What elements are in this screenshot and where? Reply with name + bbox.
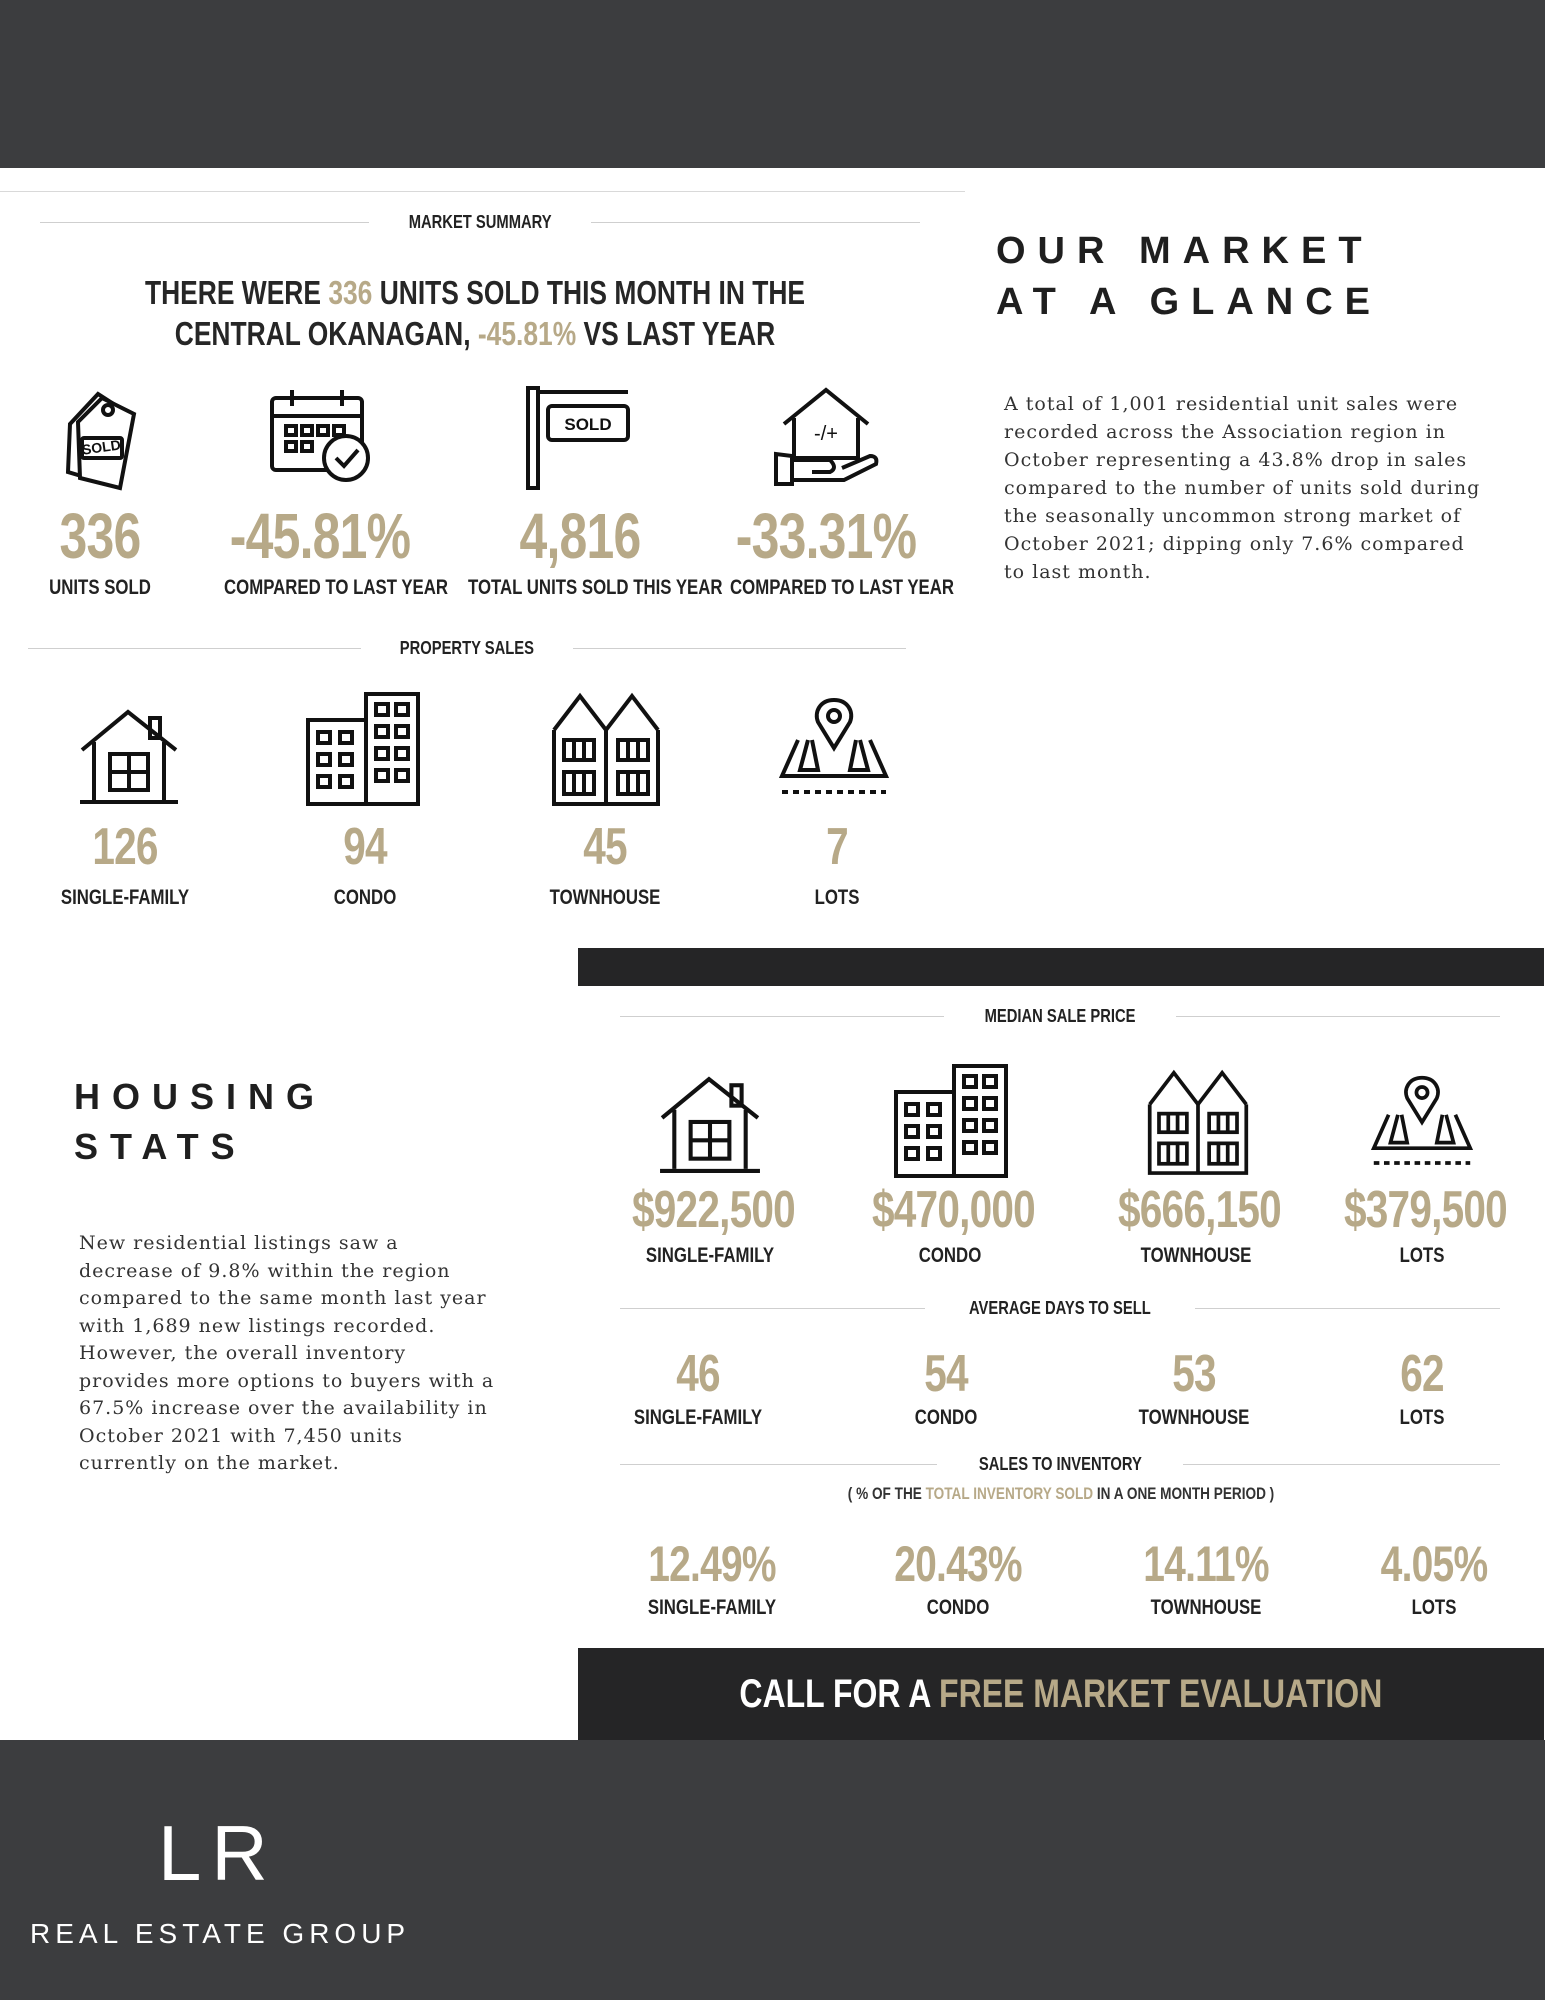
median-lots-icon	[1370, 1074, 1474, 1176]
cta-gold-text: FREE MARKET EVALUATION	[939, 1671, 1383, 1716]
townhouse-icon	[550, 690, 662, 808]
property-condo: 94 CONDO	[333, 818, 397, 906]
median-single-family-icon	[658, 1072, 762, 1176]
inventory-lots: 4.05% LOTS	[1380, 1536, 1488, 1619]
stats-panel-top-bar	[578, 948, 1544, 986]
median-lots: $379,500 LOTS	[1344, 1181, 1507, 1267]
brand-logo: LR	[158, 1809, 278, 1897]
days-to-sell-label: AVERAGE DAYS TO SELL	[969, 1298, 1151, 1318]
svg-text:-/+: -/+	[814, 423, 838, 445]
inventory-condo: 20.43% CONDO	[894, 1536, 1022, 1619]
sold-sign-icon	[524, 384, 634, 492]
housing-title: HOUSING STATS	[74, 1076, 327, 1167]
median-price-rule	[620, 1006, 1500, 1027]
headline-change: -45.81%	[477, 315, 577, 352]
single-family-icon	[78, 706, 180, 806]
svg-text:SOLD: SOLD	[80, 436, 122, 458]
inventory-single-family: 12.49% SINGLE-FAMILY	[647, 1536, 777, 1619]
stat-total-change: -33.31% COMPARED TO LAST YEAR	[730, 500, 955, 599]
svg-text:SOLD: SOLD	[564, 415, 612, 434]
house-hand-icon	[772, 384, 884, 488]
inventory-townhouse: 14.11% TOWNHOUSE	[1143, 1536, 1269, 1619]
calendar-check-icon	[268, 386, 378, 486]
median-condo: $470,000 CONDO	[872, 1181, 1035, 1267]
condo-icon	[304, 690, 422, 808]
property-lots: 7 LOTS	[814, 818, 860, 906]
stat-units-change: -45.81% COMPARED TO LAST YEAR	[224, 500, 449, 599]
market-headline: THERE WERE 336 UNITS SOLD THIS MONTH IN THE CENTRAL OKANAGAN, -45.81% VS LAST YEAR	[144, 274, 806, 352]
stat-units-sold: 336 UNITS SOLD	[49, 500, 151, 599]
market-summary-panel	[0, 190, 965, 910]
median-townhouse-icon	[1146, 1066, 1250, 1178]
stat-total-units: 4,816 TOTAL UNITS SOLD THIS YEAR	[468, 500, 723, 599]
property-townhouse: 45 TOWNHOUSE	[549, 818, 661, 906]
property-single-family: 126 SINGLE-FAMILY	[60, 818, 190, 906]
cta-banner[interactable]	[578, 1648, 1544, 1740]
days-lots: 62 LOTS	[1399, 1345, 1445, 1429]
market-summary-label: MARKET SUMMARY	[408, 212, 552, 232]
cta-text: CALL FOR A	[739, 1671, 940, 1716]
days-townhouse: 53 TOWNHOUSE	[1138, 1345, 1250, 1429]
sold-tag-icon	[58, 384, 148, 492]
glance-title: OUR MARKET AT A GLANCE	[996, 230, 1383, 323]
stats-panel	[578, 986, 1544, 1648]
days-single-family: 46 SINGLE-FAMILY	[633, 1345, 763, 1429]
median-price-label: MEDIAN SALE PRICE	[984, 1006, 1136, 1026]
median-single-family: $922,500 SINGLE-FAMILY	[632, 1181, 795, 1267]
median-condo-icon	[892, 1062, 1010, 1180]
property-sales-label: PROPERTY SALES	[399, 638, 535, 658]
glance-text: A total of 1,001 residential unit sales were recorded across the Association region in October representing a 43.8% drop in sales compared to the number of units sold during the seasonally uncommon strong market of October 2021; dipping only 7.6% compared to last month.	[1004, 393, 1481, 583]
days-condo: 54 CONDO	[914, 1345, 978, 1429]
median-townhouse: $666,150 TOWNHOUSE	[1118, 1181, 1281, 1267]
headline-units: 336	[328, 274, 373, 311]
sales-inventory-label: SALES TO INVENTORY	[978, 1454, 1142, 1474]
top-band	[0, 0, 1545, 168]
lots-icon	[778, 696, 890, 806]
property-sales-rule	[28, 638, 906, 659]
panel-top-rule	[0, 191, 965, 192]
housing-text: New residential listings saw a decrease of 9.8% within the region compared to the same month last year with 1,689 new listings recorded. However, the overall inventory provides more options to buyers with a 67.5% increase over the availability in October 2021 with 7,450 units currently on the market.	[79, 1232, 495, 1474]
market-summary-rule	[40, 212, 920, 233]
brand-name: REAL ESTATE GROUP	[30, 1918, 411, 1949]
sales-inventory-rule	[620, 1454, 1500, 1475]
days-to-sell-rule	[620, 1298, 1500, 1319]
sales-inventory-subtitle: ( % OF THE TOTAL INVENTORY SOLD IN A ONE MONTH PERIOD )	[847, 1484, 1275, 1503]
